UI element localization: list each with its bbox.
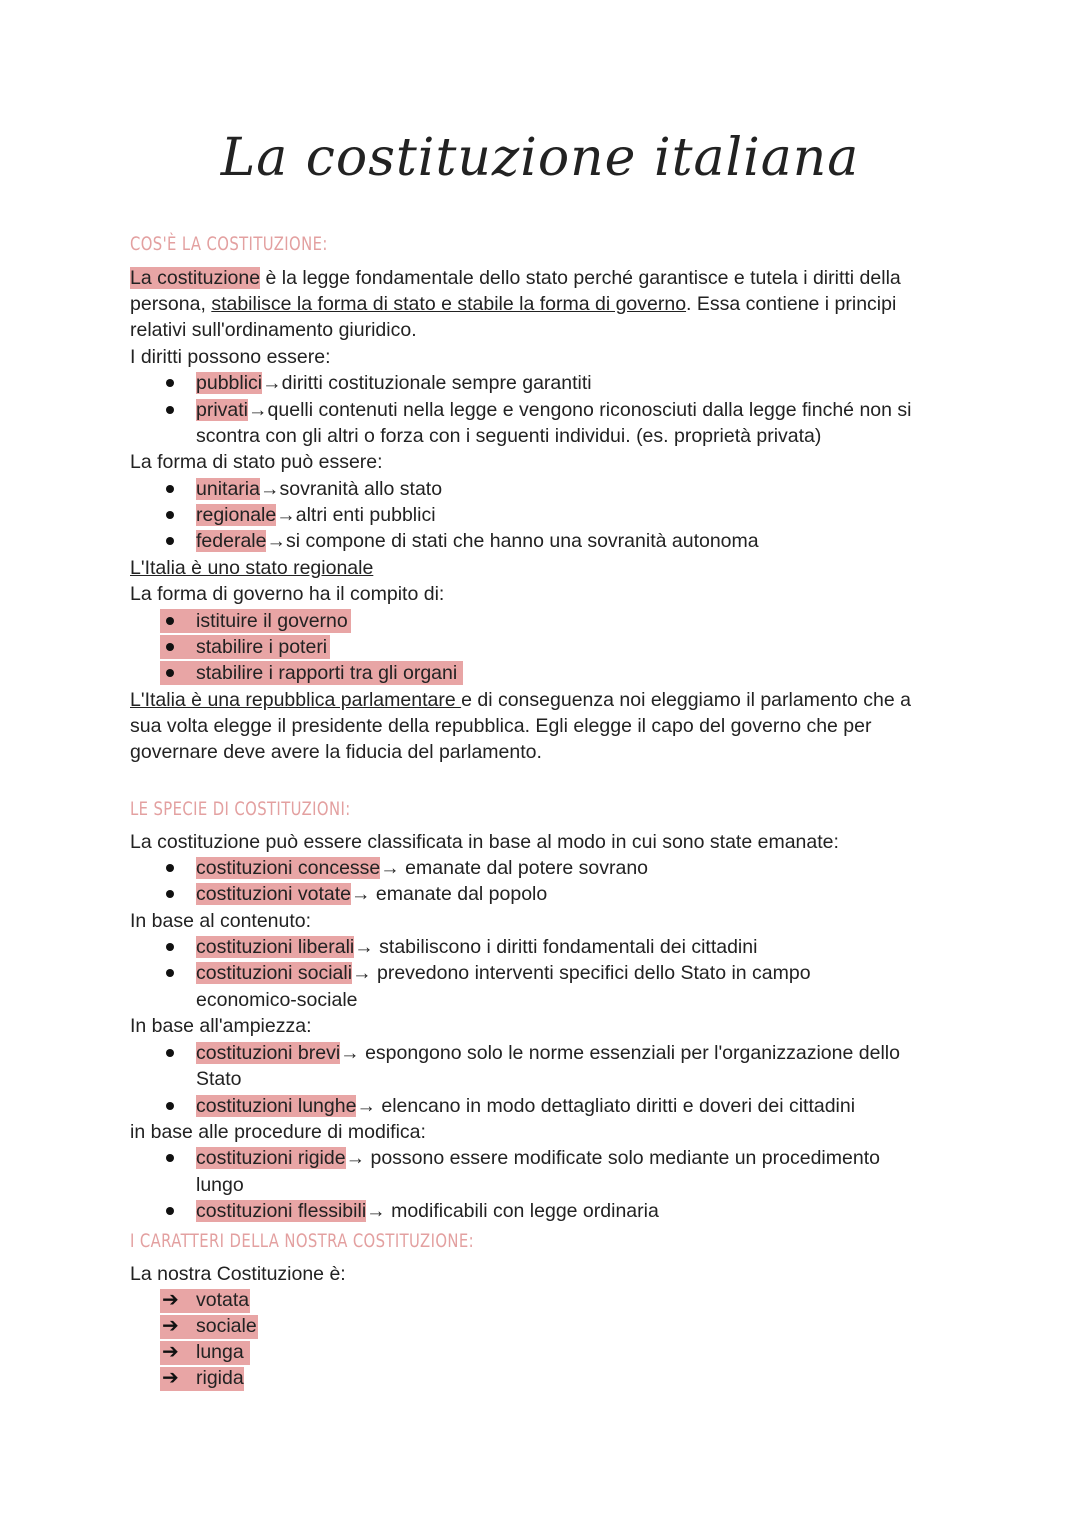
- bullet-icon: [166, 1154, 174, 1162]
- highlight: costituzioni rigide: [196, 1147, 346, 1169]
- list-item: stabilire i poteri: [196, 636, 328, 658]
- highlight: costituzioni liberali: [196, 936, 355, 958]
- text: → emanate dal popolo: [351, 883, 548, 905]
- highlight: costituzioni lunghe: [196, 1095, 357, 1117]
- list-item-continuation: economico-sociale: [196, 989, 358, 1011]
- section-heading-cos-e: COS'È LA COSTITUZIONE:: [130, 233, 328, 255]
- paragraph-line: sua volta elegge il presidente della repubblica. Egli elegge il capo del governo che per: [130, 715, 872, 737]
- paragraph-line: [130, 291, 896, 317]
- text: →diritti costituzionale sempre garantiti: [262, 372, 592, 394]
- text: → elencano in modo dettagliato diritti e doveri dei cittadini: [356, 1095, 856, 1117]
- text: →quelli contenuti nella legge e vengono riconosciuti dalla legge finché non si: [248, 399, 912, 421]
- paragraph-line: In base al contenuto:: [130, 910, 312, 932]
- list-item: [196, 397, 911, 423]
- list-item: votata: [196, 1289, 250, 1311]
- list-item: [196, 1093, 855, 1119]
- list-item: [196, 881, 547, 907]
- list-item: [196, 370, 592, 396]
- bullet-icon: [166, 969, 174, 977]
- arrow-right-icon: ➔: [162, 1289, 179, 1311]
- paragraph-line: La forma di stato può essere:: [130, 451, 383, 473]
- paragraph-line: relativi sull'ordinamento giuridico.: [130, 319, 417, 341]
- text: →si compone di stati che hanno una sovranità autonoma: [266, 530, 759, 552]
- list-item: lunga: [196, 1341, 244, 1363]
- paragraph-line: La costituzione può essere classificata in base al modo in cui sono state emanate:: [130, 831, 839, 853]
- list-item-continuation: scontra con gli altri o forza con i seguenti individui. (es. proprietà privata): [196, 425, 822, 447]
- list-item: istituire il governo: [196, 610, 348, 632]
- text: è la legge fondamentale dello stato perché garantisce e tutela i diritti della: [260, 267, 901, 289]
- bullet-icon: [166, 643, 174, 651]
- bullet-icon: [166, 669, 174, 677]
- bullet-icon: [166, 1207, 174, 1215]
- bullet-icon: [166, 617, 174, 625]
- paragraph-line: governare deve avere la fiducia del parlamento.: [130, 741, 542, 763]
- highlight: unitaria: [196, 478, 260, 500]
- bullet-icon: [166, 537, 174, 545]
- list-item: [196, 1145, 880, 1171]
- underlined-text: L'Italia è una repubblica parlamentare: [130, 689, 462, 711]
- text: →sovranità allo stato: [259, 478, 443, 500]
- bullet-icon: [166, 511, 174, 519]
- highlight: privati: [196, 399, 249, 421]
- list-item: [196, 1040, 900, 1066]
- list-item: [196, 855, 648, 881]
- highlight: costituzioni flessibili: [196, 1200, 367, 1222]
- list-item-continuation: Stato: [196, 1068, 242, 1090]
- paragraph-line: La forma di governo ha il compito di:: [130, 583, 445, 605]
- bullet-icon: [166, 943, 174, 951]
- text: → emanate dal potere sovrano: [380, 857, 649, 879]
- section-heading-specie: LE SPECIE DI COSTITUZIONI:: [130, 798, 351, 820]
- paragraph-line: [130, 265, 901, 291]
- bullet-icon: [166, 406, 174, 414]
- paragraph-line: In base all'ampiezza:: [130, 1015, 312, 1037]
- bullet-icon: [166, 1102, 174, 1110]
- list-item: [196, 1198, 659, 1224]
- highlight: costituzioni votate: [196, 883, 352, 905]
- paragraph-line: in base alle procedure di modifica:: [130, 1121, 426, 1143]
- highlight: pubblici: [196, 372, 263, 394]
- arrow-right-icon: ➔: [162, 1367, 179, 1389]
- page-title: La costituzione italiana: [220, 128, 860, 188]
- bullet-icon: [166, 485, 174, 493]
- highlight: La costituzione: [130, 267, 261, 289]
- highlight: costituzioni sociali: [196, 962, 353, 984]
- list-item: stabilire i rapporti tra gli organi: [196, 662, 458, 684]
- section-heading-caratteri: I CARATTERI DELLA NOSTRA COSTITUZIONE:: [130, 1230, 475, 1252]
- list-item: [196, 960, 811, 986]
- bullet-icon: [166, 1049, 174, 1057]
- text: → modificabili con legge ordinaria: [366, 1200, 659, 1222]
- paragraph-line: [130, 687, 911, 713]
- highlight: federale: [196, 530, 267, 552]
- text: → espongono solo le norme essenziali per l'organizzazione dello: [340, 1042, 900, 1064]
- highlight: costituzioni brevi: [196, 1042, 341, 1064]
- text: → possono essere modificate solo mediante un procedimento: [345, 1147, 880, 1169]
- text: . Essa contiene i principi: [686, 293, 897, 315]
- arrow-right-icon: ➔: [162, 1315, 179, 1337]
- list-item: sociale: [196, 1315, 257, 1337]
- paragraph-line: La nostra Costituzione è:: [130, 1263, 346, 1285]
- paragraph-line: I diritti possono essere:: [130, 346, 331, 368]
- text: → prevedono interventi specifici dello Stato in campo: [352, 962, 811, 984]
- bullet-icon: [166, 379, 174, 387]
- text: →altri enti pubblici: [276, 504, 436, 526]
- list-item: rigida: [196, 1367, 244, 1389]
- text: e di conseguenza noi eleggiamo il parlamento che a: [461, 689, 911, 711]
- text: persona,: [130, 293, 212, 315]
- bullet-icon: [166, 864, 174, 872]
- list-item: [196, 502, 436, 528]
- underlined-text: stabilisce la forma di stato e stabile la forma di governo: [211, 293, 687, 315]
- arrow-right-icon: ➔: [162, 1341, 179, 1363]
- list-item: [196, 476, 442, 502]
- list-item: [196, 934, 757, 960]
- bullet-icon: [166, 890, 174, 898]
- highlight: costituzioni concesse: [196, 857, 381, 879]
- highlight: regionale: [196, 504, 277, 526]
- underlined-line: L'Italia è uno stato regionale: [130, 557, 374, 579]
- list-item-continuation: lungo: [196, 1174, 244, 1196]
- text: → stabiliscono i diritti fondamentali dei cittadini: [354, 936, 758, 958]
- list-item: [196, 528, 759, 554]
